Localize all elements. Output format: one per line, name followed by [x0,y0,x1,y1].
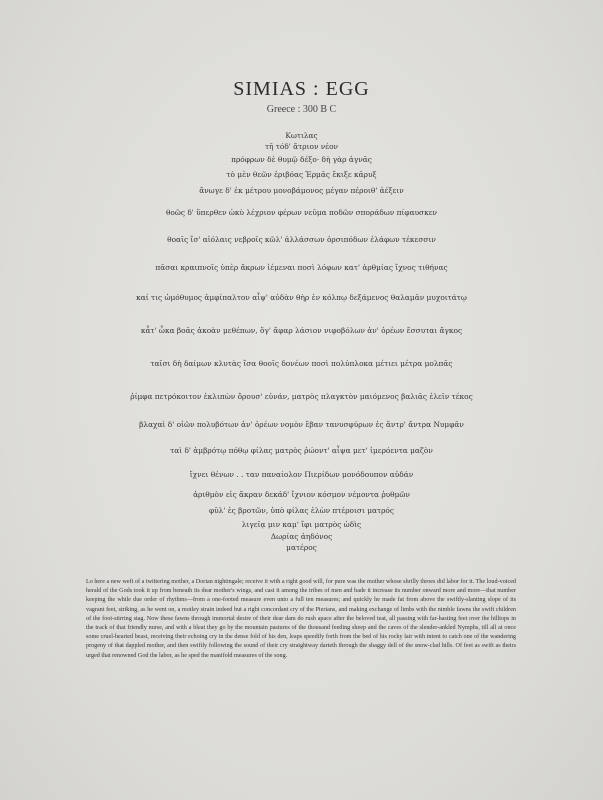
poem-line: καί τις ὠμόθυμος ἀμφίπαλτον αἶψ' αὐδὰν θὴρ ἐν κόλπῳ δεξάμενος θαλαμᾶν μυχοιτάτῳ [136,293,467,302]
page-title: SIMIAS : EGG [233,78,370,100]
poem-line: κἆτ' ὦκα βοᾶς ἀκοὰν μεθέπων, ὅγ' ἄφαρ λάσιον νιφοβόλων ἀν' ὀρέων ἔσσυται ἄγκος [140,326,463,335]
poem-line: πρόφρων δὲ θυμῷ δέξο· δὴ γὰρ ἁγνᾶς [231,155,372,164]
poem-line: ἄνωγε δ' ἐκ μέτρου μονοβάμονος μέγαν πέροιθ' ἀέξειν [199,186,404,195]
poem-line: ῥίμφα πετρόκοιτον ἐκλιπὼν ὄρουσ' εὐνάν, ματρὸς πλαγκτὸν μαιόμενος βαλιᾶς ἑλεῖν τέκος [130,392,473,401]
poem-line: ἀριθμὸν εἰς ἄκραν δεκάδ' ἴχνιον κόσμον νέμοντα ῥυθμῶν [193,490,410,499]
poem-line: πᾶσαι κραιπνοῖς ὑπὲρ ἄκρων ἱέμεναι ποσὶ λόφων κατ' ἀρθμίας ἴχνος τιθήνας [155,263,448,272]
poem-line: τῆ τόδ' ἄτριον νέον [264,142,339,151]
poem-line: ταῖσι δὴ δαίμων κλυτὰς ἴσα θοοῖς δονέων ποσὶ πολύπλοκα μέτιει μέτρα μολπᾶς [150,359,453,368]
poem-line: βλαχαὶ δ' οἰῶν πολυβότων ἀν' ὀρέων νομὸν ἔβαν τανυσφύρων ἐς ἄντρ' ἄντρα Νυμφᾶν [139,420,464,429]
poem-line: θοαῖς ἴσ' αἰόλαις νεβροῖς κῶλ' ἀλλάσσων ὁρσιπόδων ἐλάφων τέκεσσιν [167,235,436,244]
poem-line: Κωτιλας [285,131,318,140]
page-subtitle: Greece : 300 B C [266,104,337,115]
poem-line: φῦλ' ἐς βροτῶν, ὑπὸ φίλας ἑλὼν πτέροισι ματρός [208,506,395,515]
poem-line: ταὶ δ' ἀμβρότῳ πόθῳ φίλας ματρὸς ῥώοντ' αἶψα μετ' ἱμερόεντα μαζὸν [170,446,433,455]
poem-line: ἴχνει θένων . . ταν παναίολον Πιερίδων μονόδουπον αὐδάν [189,470,414,479]
poem-line: τὸ μὲν θεῶν ἐριβόας Ἑρμᾶς ἔκιξε κᾶρυξ [226,170,377,179]
translation-paragraph: Lo here a new weft of a twittering mother, a Dorian nightingale; receive it with a right good will, for pure was the mother whose shrilly throes did labor for it. The loud-voiced herald of the Gods took it up from beneath its dear mother's wings, and cast it among the tribes of men and bade it increase its number onward more and more—that number keeping the while due order of rhythms—from a one-footed measure even unto a full ten measures; and quickly he made fat from above the swiftly-slanting slope of its vagrant feet, striking, as he went on, a motley strain indeed but a right concordant cry of the Pierians, and making exchange of limbs with the nimble fawns the swift children of the foot-stirring stag. Now these fawns through immortal desire of their dear dam do rush apace after the beloved teat, all passing with far-hasting feet over the hilltops in the track of that friendly nurse, and with a bleat they go by the mountain pastures of the thousand feeding sheep and the caves of the slender-ankled Nymphs, till all at once some cruel-hearted beast, receiving their echoing cry in the dense fold of his den, leaps speedily forth from the bed of his rocky lair with intent to catch one of the wandering progeny of that dappled mother, and then swiftly following the sound of their cry straightway darteth through the shaggy dell of the snow-clad hills. Of feet as swift as theirs urged that renowned God the labor, as he sped the manifold measures of the song. [86,579,516,659]
poem-line: ματέρος [286,543,317,552]
poem-line: θοῶς δ' ὕπερθεν ὠκὺ λέχριον φέρων νεῦμα ποδῶν σποράδων πίφαυσκεν [165,208,438,217]
poem-line: λιγεῖᾳ μιν καμ' ἴφι ματρὸς ὠδὶς [241,520,362,529]
poem-line: Δωρίας ἀηδόνος [270,532,333,541]
